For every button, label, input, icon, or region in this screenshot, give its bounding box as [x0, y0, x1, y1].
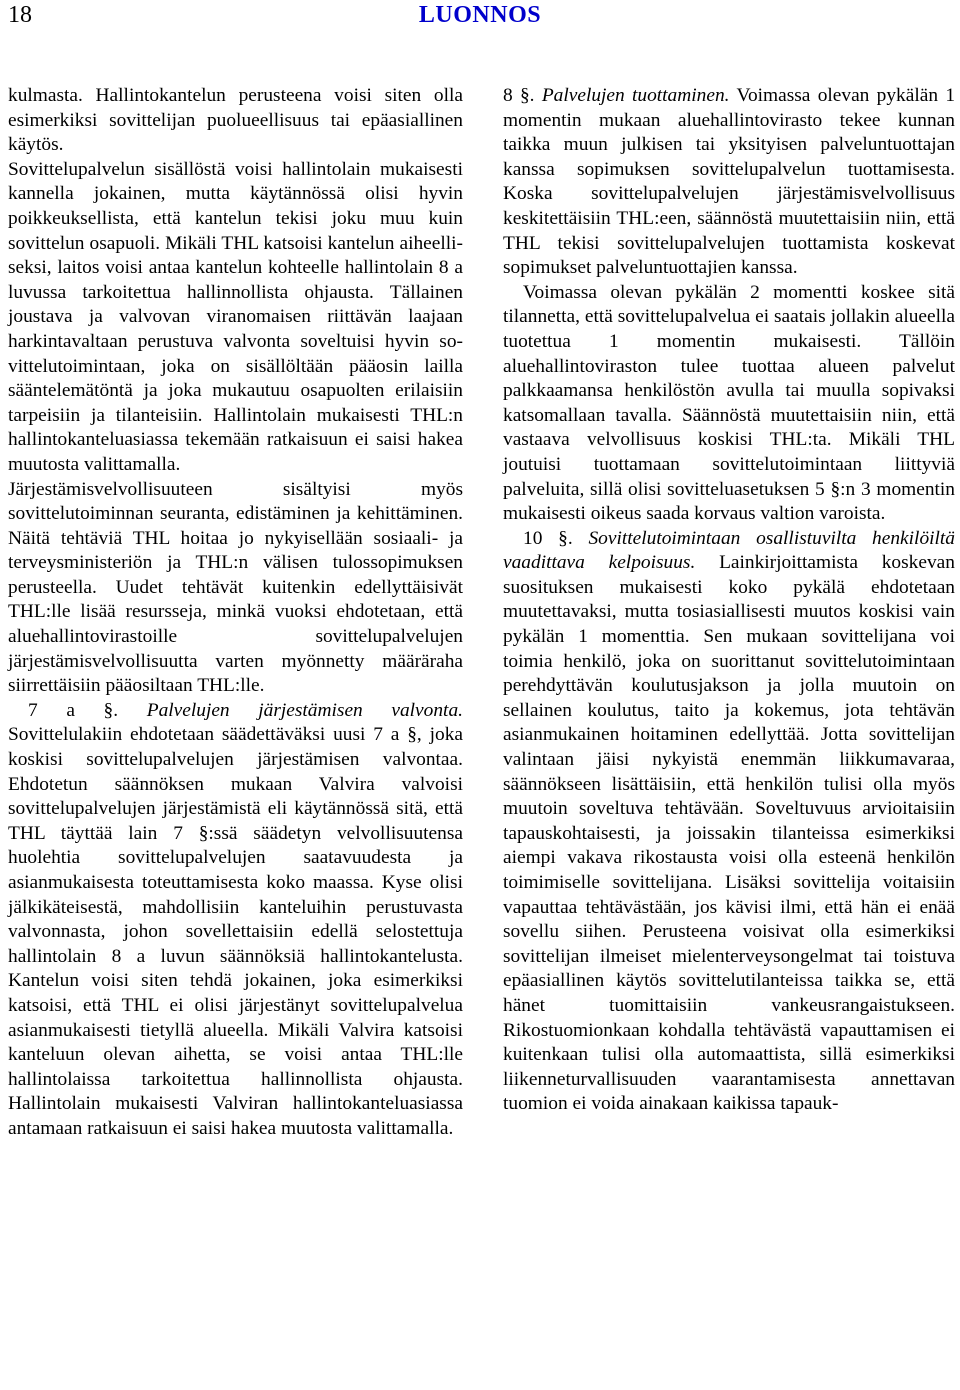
paragraph: Sovittelupalvelun sisällöstä voisi hallintolain mukaisesti kannella jokainen, mutta käytännössä olisi hyvin poikkeuksellista, että kantelun tekisi joku muu kuin sovittelun osapuoli. Mikäli THL katsoisi kantelun aiheelliseksi, laitos voisi antaa kantelun kohteelle hallintolain 8 a luvussa tarkoitettua hallinnollista ohjausta. Tällainen joustava ja valvovan viranomaisen riittävän laajaan harkintavaltaan perustuva valvonta soveltuisi hyvin sovittelutoimintaan, joka on sisällöltään pääosin lailla sääntelemätöntä ja joka mukautuu osapuolten erilaisiin tarpeisiin ja tilanteisiin. Hallintolain mukaisesti THL:n hallintokanteluasiassa tekemään ratkaisuun ei saisi hakea muutosta valittamalla.	[8, 158, 463, 475]
running-head: LUONNOS	[418, 2, 542, 28]
section-paragraph	[503, 527, 955, 1117]
section-number: 10 §.	[523, 527, 573, 549]
section-heading: Sovittelutoimintaan osallistuvilta henkilöiltä vaadittava kelpoisuus.	[503, 527, 955, 574]
section-text: Sovittelulakiin ehdotetaan säädettäväksi uusi 7 a §, joka koskisi sovittelupalvelujen järjestämisen valvontaa. Ehdotetun säännöksen mukaan Valvira valvoisi sovittelupalvelujen järjestämistä eli käytännössä sitä, että THL täyttää lain 7 §:ssä säädetyn velvollisuutensa huolehtia sovittelupalvelujen saatavuudesta ja asianmukaisesta toteuttamisesta koko maassa. Kyse olisi jälkikäteisestä, mahdollisiin kanteluihin perustuvasta valvonnasta, johon sovellettaisiin edellä selostettuja hallintolain 8 a luvun säännöksiä hallintokantelusta. Kantelun voisi siten tehdä jokainen, joka esimerkiksi katsoisi, että THL ei olisi järjestänyt sovittelupalvelua asianmukaisesti tietyllä alueella. Mikäli Valvira katsoisi kanteluun olevan aihetta, se voisi antaa THL:lle hallintolaissa tarkoitettua hallinnollista ohjausta. Hallintolain mukaisesti Valviran hallintokanteluasiassa antamaan ratkaisuun ei saisi hakea muutosta valittamalla.	[8, 724, 463, 1139]
section-number: 8 §.	[503, 85, 535, 106]
page-number: 18	[8, 2, 32, 28]
section-paragraph	[503, 84, 955, 281]
section-text: Voimassa olevan pykälän 1 momentin mukaan aluehallintovirasto tekee kunnan taikka muun julkisen tai yksityisen palveluntuottajan kanssa sopimuksen sovittelupalvelun tuottamisesta. Koska sovittelupalvelujen järjestämisvelvollisuus keskitettäisiin THL:een, säännöstä muutettaisiin niin, että THL tekisi sovittelupalvelujen tuottamista koskevat sopimukset palveluntuottajien kanssa.	[503, 85, 956, 279]
section-paragraph	[8, 699, 463, 1142]
section-number: 7 a §.	[28, 699, 119, 721]
section-heading: Palvelujen järjestämisen valvonta.	[146, 699, 463, 721]
section-text: Lainkirjoittamista koskevan suosituksen mukaisesti koko pykälä ehdotetaan muutettavaksi, mutta tosiasiallisesti muutos koskisi vain pykälän 1 momenttia. Sen mukaan sovittelijana voi toimia henkilö, joka on suorittanut sovittelutoimintaan perehdyttävän koulutusjakson ja jolla muutoin on sellainen koulutus, taito ja kokemus, jota tehtävän asianmukainen hoitaminen edellyttää. Jotta sovittelijan valintaan jäisi nykyistä enemmän liikkumavaraa, säännökseen lisättäisiin, että henkilön tulisi olla myös muutoin soveltuva tehtävään. Soveltuvuus arvioitaisiin tapauskohtaisesti, ja joissakin tilanteissa esimerkiksi aiempi vakava rikostausta voisi olla esteenä henkilön toimimiselle sovittelijana. Lisäksi sovittelija voitaisiin vapauttaa tehtävästään, jos kävisi ilmi, että hän ei enää sovellu siihen. Perusteena voisivat olla esimerkiksi sovittelijan ilmeiset mielenterveysongelmat tai toistuva epäasiallinen käytös sovittelutilanteissa taikka se, että hänet tuomittaisiin vankeusrangaistukseen. Rikostuomionkaan kohdalla tehtävästä vapauttamisen ei kuitenkaan tulisi olla automaattista, sillä esimerkiksi liikenneturvallisuuden vaarantamisesta annettavan tuomion ei voida ainakaan kaikissa tapauk-	[503, 552, 955, 1115]
left-column	[8, 84, 463, 1142]
right-column	[503, 84, 955, 1117]
section-heading: Palvelujen tuottaminen.	[541, 85, 730, 106]
paragraph: kulmasta. Hallintokantelun perusteena voisi siten olla esimerkiksi sovittelijan puolueellisuus tai epäasiallinen käytös.	[8, 85, 463, 156]
paragraph: Voimassa olevan pykälän 2 momentti koskee sitä tilannetta, että sovittelupalvelua ei saatais jollakin alueella tuotettua 1 momentin mukaisesti. Tällöin aluehallintoviraston tulee tuottaa alueen palvelut palkkaamansa henkilöstön avulla tai muulla sopivaksi katsomallaan tavalla. Säännöstä muutettaisiin niin, että vastaava velvollisuus koskisi THL:ta. Mikäli THL joutuisi tuottamaan sovittelutoimintaan liittyviä palveluita, sillä olisi sovitteluasetuksen 5 §:n 3 momentin mukaisesti oikeus saada korvaus valtion varoista.	[503, 281, 955, 525]
paragraph: Järjestämisvelvollisuuteen sisältyisi myös sovittelutoiminnan seuranta, edistäminen ja kehittäminen. Näitä tehtäviä THL hoitaa jo nykyisellään sosiaali- ja terveysministeriön ja THL:n välisen tulossopimuksen perusteella. Uudet tehtävät kuitenkin edellyttäisivät THL:lle lisää resursseja, minkä vuoksi ehdotetaan, että aluehallintovirastoille sovittelupalvelujen järjestämisvelvollisuutta varten myönnetty määräraha siirrettäisiin pääosiltaan THL:lle.	[8, 478, 463, 697]
page-header	[0, 0, 960, 44]
